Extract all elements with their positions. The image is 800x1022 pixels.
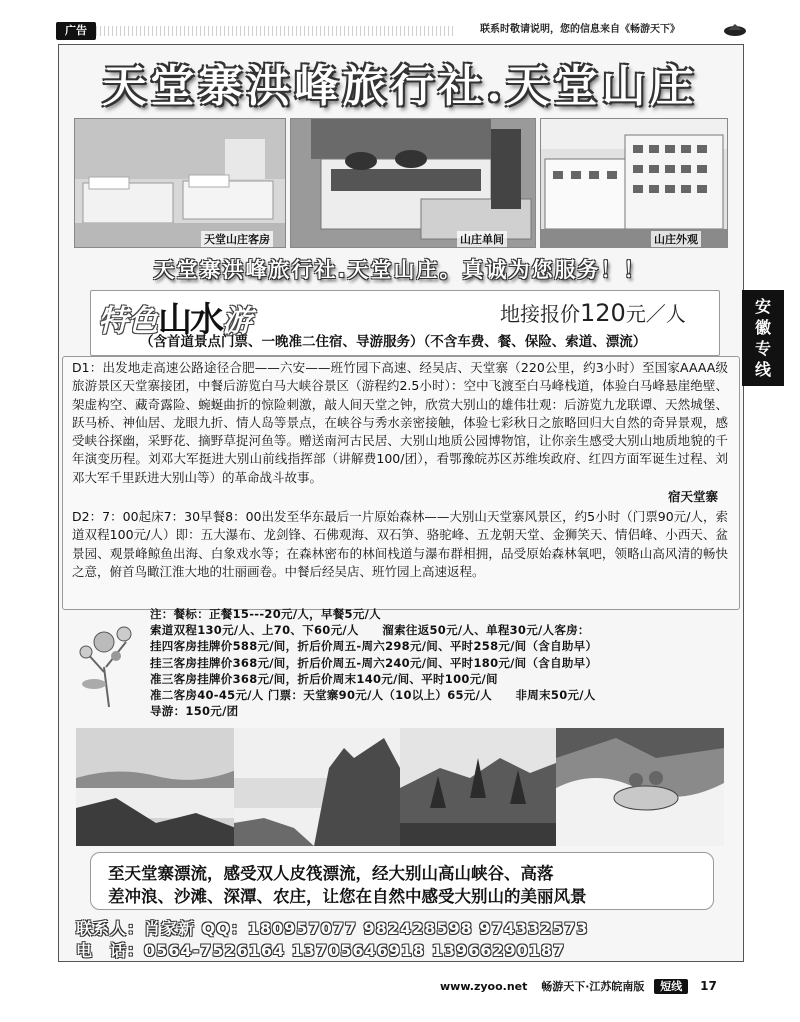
feature-title-main: 山水: [158, 300, 222, 340]
contact-phone: 电 话：0564-7526164 13705646918 13966290187: [76, 941, 566, 960]
contact-person-qq: 联系人：肖家新 QQ：180957077 982428598 974332573: [76, 919, 589, 938]
local-price: [500, 298, 686, 327]
footer-section-tag: 短线: [654, 979, 688, 994]
note-line: 注：餐标：正餐15---20元/人，早餐5元/人: [150, 607, 381, 621]
rafting-line: 差冲浪、沙滩、深潭、农庄，让您在自然中感受大别山的美丽风景: [108, 887, 587, 906]
side-tab-char: 徽: [754, 318, 771, 337]
photo-caption: 天堂山庄客房: [201, 231, 273, 247]
price-includes: （含首道景点门票、一晚准二住宿、导游服务）（不含车费、餐、保险、索道、漂流）: [140, 334, 647, 350]
service-slogan: 天堂寨洪峰旅行社.天堂山庄。真诚为您服务！！: [153, 258, 647, 282]
side-tab-char: 线: [754, 360, 771, 379]
source-notice: 联系时敬请说明，您的信息来自《畅游天下》: [480, 24, 680, 35]
header-hatch: [96, 26, 456, 36]
agency-title: 天堂寨洪峰旅行社.天堂山庄: [102, 61, 698, 112]
photo-villa-exterior: [540, 118, 728, 248]
price-value: 120: [580, 299, 626, 327]
footer-magazine: 畅游天下·江苏皖南版: [541, 980, 645, 993]
side-tab-char: 专: [754, 339, 771, 358]
ad-tag: 广告: [56, 22, 96, 40]
itinerary-day2: D2：7：00起床7：30早餐8：00出发至华东最后一片原始森林——大别山天堂寨风景区，约5小时（门票90元/人，索道双程100元/人）即：五大瀑布、龙剑锋、石佛观海、双石笋、骆驼峰、五龙朝天堂、金狮笑天、情侣峰、小西天、盆景园、观景峰鲸鱼出海、白象戏水等；在森林密布的林间栈道与瀑布群相拥，品受原始森林氧吧，领略山高风清的畅快之意，俯首鸟瞰江淮大地的壮丽画卷。中餐后经吴店、班竹园上高速返程。: [72, 509, 728, 579]
sea-of-clouds-image: [76, 728, 236, 846]
scenic-photo: [556, 728, 724, 846]
itinerary-day1: D1：出发地走高速公路途径合肥——六安——班竹园下高速、经吴店、天堂寨（220公里，约3小时）至国家AAAA级旅游景区天堂寨接团，中餐后游览白马大峡谷景区（游程约2.5小时）：空中飞渡至白马峰栈道，体验白马峰悬崖绝壁、架虚构空、藏奇露险、蜿蜒曲折的惊险刺激，敲人间天堂之钟，欣赏大别山的雄伟壮观：后游览九龙联谭、天然城堡、跃马桥、神仙居、龙眼九折、情人岛等景点，在峡谷与秀水亲密接触，体验七彩秋日之旅略回归大自然的奇异景观，感受峡谷探幽，采野花、摘野草捉河鱼等。赠送南河古民居、大别山地质公园博物馆，让你亲生感受大别山地质地貌的千年演变历程。刘邓大军挺进大别山前线指挥部（讲解费100/团），看鄂豫皖苏区苏维埃政府、红四方面军诞生过程、刘邓大军千里跃进大别山等）的革命战斗故事。: [72, 360, 728, 485]
overnight-stay: 宿天堂寨: [668, 489, 719, 504]
photo-single-room: [290, 118, 536, 248]
scenic-photo: [400, 728, 556, 846]
single-room-image: [291, 119, 535, 247]
note-line: 挂三客房挂牌价368元/间，折后价周五-周六240元/间、平时180元/间（含自助早）: [150, 655, 598, 670]
guest-room-image: [75, 119, 285, 247]
price-unit: 元／人: [625, 302, 686, 326]
note-line: 准二客房40-45元/人 门票：天堂寨90元/人（10以上）65元/人 非周末50元/人: [150, 688, 596, 703]
flower-decoration-icon: [74, 612, 144, 712]
feature-title-prefix: 特色: [98, 304, 158, 339]
pricing-notes: [150, 606, 710, 719]
side-tab-char: 安: [754, 297, 771, 316]
footer-site: www.zyoo.net: [440, 980, 528, 993]
price-label: 地接报价: [500, 302, 580, 326]
photo-caption: 山庄外观: [651, 231, 701, 247]
scenic-photo-strip: [76, 728, 724, 846]
note-line: 准三客房挂牌价368元/间，折后价周末140元/间、平时100元/间: [150, 671, 498, 686]
page-number: 17: [700, 979, 717, 993]
rafting-image: [556, 728, 724, 846]
scenic-photo: [76, 728, 236, 846]
magazine-logo-icon: [722, 22, 748, 38]
feature-title-suffix: 游: [222, 304, 252, 339]
note-line: 挂四客房挂牌价588元/间，折后价周五-周六298元/间、平时258元/间（含自助早）: [150, 639, 598, 654]
photo-caption: 山庄单间: [457, 231, 507, 247]
villa-exterior-image: [541, 119, 727, 247]
section-tab-anhui: [742, 290, 784, 386]
rock-peak-image: [234, 728, 400, 846]
pine-forest-image: [400, 728, 556, 846]
page-footer: [440, 978, 717, 994]
note-line: 导游：150元/团: [150, 704, 239, 719]
note-line: 索道双程130元/人、上70、下60元/人 溜索往返50元/人、单程30元/人客房：: [150, 623, 590, 638]
rafting-line: 至天堂寨漂流，感受双人皮筏漂流，经大别山高山峡谷、高落: [108, 864, 554, 883]
scenic-photo: [234, 728, 400, 846]
photo-guest-room: [74, 118, 286, 248]
